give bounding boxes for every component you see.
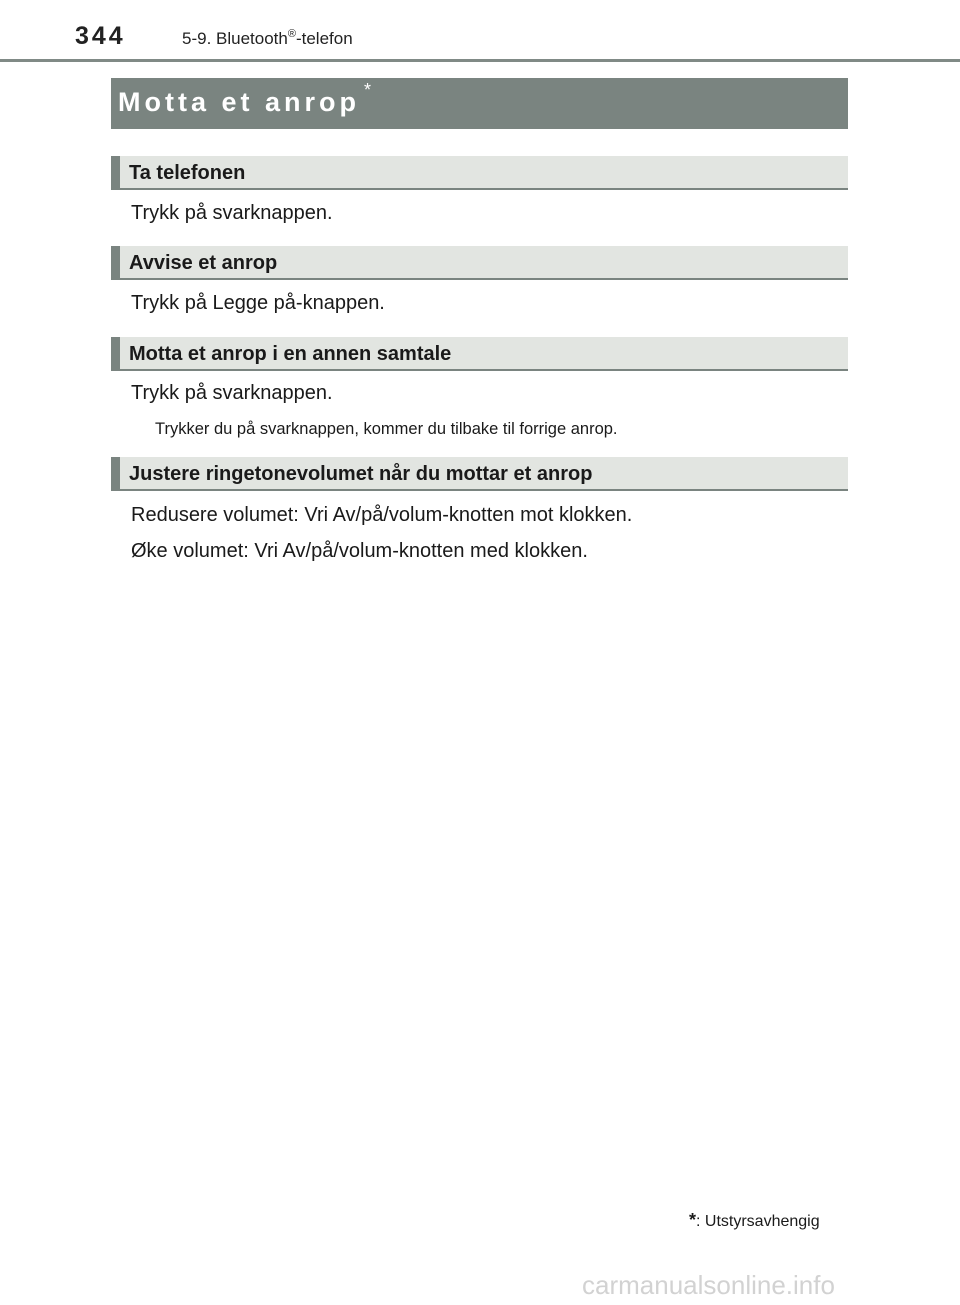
volume-increase-text: Øke volumet: Vri Av/på/volum-knotten med klokken. [131, 540, 588, 562]
footnote [689, 1210, 820, 1231]
registered-mark: ® [287, 28, 296, 40]
call-waiting-text: Trykk på svarknappen. [131, 382, 333, 404]
answer-call-text: Trykk på svarknappen. [131, 202, 333, 224]
subheading-reject-call [111, 246, 848, 280]
call-waiting-note: Trykker du på svarknappen, kommer du tilbake til forrige anrop. [155, 420, 618, 438]
footnote-asterisk-icon: * [689, 1210, 697, 1230]
subheading-label: Ta telefonen [129, 162, 246, 184]
subheading-label: Avvise et anrop [129, 252, 278, 274]
header-divider [0, 59, 960, 62]
subheading-ringtone-volume [111, 457, 848, 491]
page-title: Motta et anrop [118, 87, 360, 117]
reject-call-text: Trykk på Legge på-knappen. [131, 292, 385, 314]
volume-decrease-text: Redusere volumet: Vri Av/på/volum-knotten mot klokken. [131, 504, 633, 526]
page-title-band [111, 78, 848, 129]
subheading-answer-call [111, 156, 848, 190]
watermark: carmanualsonline.info [582, 1270, 835, 1300]
section-title [182, 29, 353, 49]
footnote-text: : Utstyrsavhengig [696, 1213, 820, 1230]
page-header [0, 0, 960, 62]
subheading-label: Motta et anrop i en annen samtale [129, 343, 452, 365]
page-number: 344 [75, 22, 126, 50]
section-title-suffix: -telefon [295, 29, 353, 48]
subheading-label: Justere ringetonevolumet når du mottar et anrop [129, 463, 593, 485]
section-title-prefix: 5-9. Bluetooth [182, 29, 288, 48]
subheading-call-waiting [111, 337, 848, 371]
asterisk-icon: * [364, 80, 372, 100]
